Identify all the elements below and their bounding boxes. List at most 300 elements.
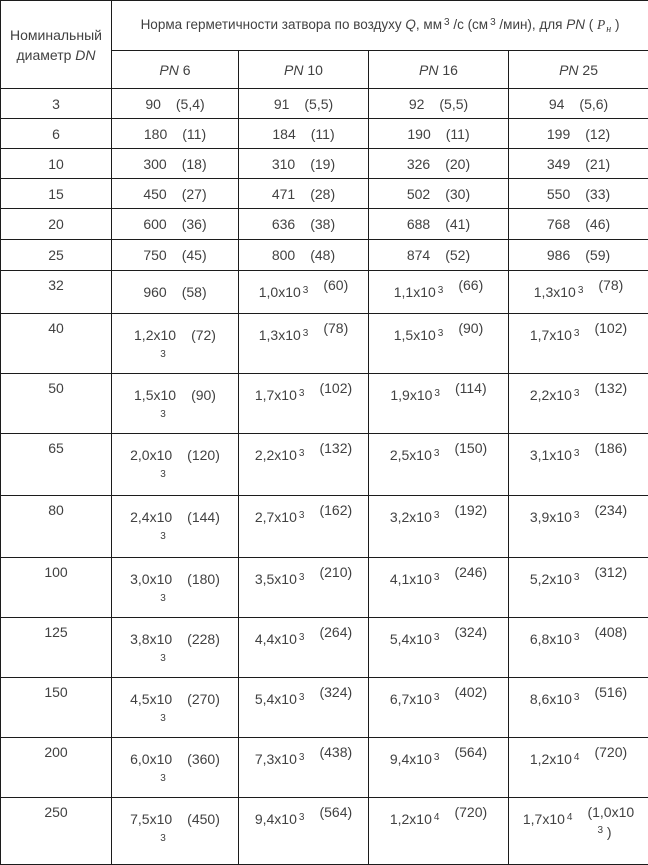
norm-cell [239, 738, 369, 798]
paren-value: (58) [182, 284, 207, 300]
paren-value: (11) [182, 126, 206, 142]
norm-cell [239, 374, 369, 434]
paren-value: (11) [446, 126, 470, 142]
dn-cell: 250 [1, 798, 112, 865]
table-row-dn-32 [1, 271, 648, 314]
cell-value: 5,2x10 $^3$ [530, 571, 580, 587]
cell-content [112, 216, 238, 232]
cell-value: 1,0x10 $^3$ [259, 284, 309, 300]
cell-content [112, 447, 238, 481]
superscript: 3 [303, 328, 309, 339]
paren-value: (11) [311, 126, 335, 142]
cell-value: 1,2x10 [134, 327, 176, 343]
text-segment: Норма герметичности затвора по воздуху [141, 17, 406, 32]
cell-content [509, 447, 648, 463]
dn-cell: 80 [1, 496, 112, 558]
cell-content [112, 387, 238, 421]
cell-value: 190 [407, 126, 430, 142]
wrapped-superscript: 3 [112, 653, 227, 665]
cell-content [509, 284, 648, 300]
main-header-leakage-norm [112, 1, 648, 51]
table-row-dn-20 [1, 209, 648, 240]
paren-value: (162) [319, 502, 352, 518]
cell-content [112, 186, 238, 202]
pn-column-header [369, 51, 509, 89]
paren-value: (60) [323, 277, 348, 293]
cell-content [112, 126, 238, 142]
norm-cell [239, 209, 369, 240]
paren-value: (20) [445, 156, 470, 172]
cell-line1 [112, 691, 238, 707]
cell-value: 2,0x10 [130, 447, 172, 463]
cell-content [239, 447, 368, 463]
cell-content [369, 631, 508, 647]
norm-cell [112, 678, 239, 738]
paren-value: (78) [598, 277, 623, 293]
superscript: 3 [438, 328, 444, 339]
table-row-dn-150 [1, 678, 648, 738]
paren-value: (408) [594, 624, 627, 640]
norm-cell [112, 149, 239, 179]
superscript: 3 [444, 17, 450, 28]
wrapped-superscript: 3 [112, 773, 227, 785]
superscript: 3 [574, 388, 580, 399]
corner-header-text [1, 25, 111, 65]
norm-cell [112, 271, 239, 314]
table-row-dn-50 [1, 374, 648, 434]
table-row-dn-100 [1, 558, 648, 618]
norm-cell [509, 434, 648, 496]
norm-cell [509, 240, 648, 271]
dn-cell: 65 [1, 434, 112, 496]
text-segment: PN [559, 62, 578, 78]
cell-content [239, 186, 368, 202]
norm-cell [239, 271, 369, 314]
cell-value: 4,4x10 $^3$ [255, 631, 305, 647]
cell-content [509, 186, 648, 202]
superscript: 3 [299, 632, 305, 643]
text-segment: P [597, 17, 605, 32]
cell-value: 6,0x10 [130, 751, 172, 767]
cell-value: 3,2x10 $^3$ [390, 509, 440, 525]
cell-content [112, 509, 238, 543]
superscript: 3 [299, 812, 305, 823]
paren-value: (210) [319, 564, 352, 580]
table-row-dn-3 [1, 89, 648, 119]
text-segment: 6 [179, 62, 191, 78]
norm-cell [509, 149, 648, 179]
paren-value: (52) [445, 247, 470, 263]
norm-cell [509, 89, 648, 119]
cell-value: 1,9x10 $^3$ [390, 387, 440, 403]
cell-value: 550 [547, 186, 570, 202]
cell-content [369, 247, 508, 263]
norm-cell [509, 618, 648, 678]
text-segment: /с (см [450, 17, 489, 32]
cell-value: 688 [407, 216, 430, 232]
cell-value: 6,7x10 $^3$ [390, 691, 440, 707]
cell-content [239, 126, 368, 142]
norm-cell [112, 374, 239, 434]
text-segment: /мин), для [496, 17, 567, 32]
paren-value: (72) [191, 327, 216, 343]
superscript: 3 [303, 285, 309, 296]
superscript: 3 [574, 448, 580, 459]
cell-value: 9,4x10 $^3$ [255, 811, 305, 827]
paren-value: (5,4) [176, 96, 205, 112]
paren-value: (102) [594, 320, 627, 336]
superscript: 3 [574, 572, 580, 583]
paren-value: (720) [594, 744, 627, 760]
table-row-dn-200 [1, 738, 648, 798]
superscript: 3 [299, 752, 305, 763]
cell-content [112, 751, 238, 785]
cell-content [239, 387, 368, 403]
norm-cell [239, 149, 369, 179]
table-row-dn-40 [1, 314, 648, 374]
paren-value: (30) [445, 186, 470, 202]
paren-value: (45) [182, 247, 207, 263]
paren-value: (5,6) [579, 96, 608, 112]
cell-value: 2,5x10 $^3$ [390, 447, 440, 463]
paren-value: (28) [310, 186, 335, 202]
paren-value: (78) [323, 320, 348, 336]
cell-value: 94 [549, 96, 565, 112]
norm-cell [369, 179, 509, 209]
table-row-dn-25 [1, 240, 648, 271]
cell-value: 2,4x10 [130, 509, 172, 525]
norm-cell [369, 149, 509, 179]
cell-content [509, 691, 648, 707]
paren-value: (21) [585, 156, 610, 172]
cell-value: 326 [407, 156, 430, 172]
cell-content [112, 96, 238, 112]
norm-cell [239, 119, 369, 149]
cell-value: 180 [144, 126, 167, 142]
cell-value: 3,1x10 $^3$ [530, 447, 580, 463]
paren-value: (516) [594, 684, 627, 700]
cell-value: 91 [274, 96, 290, 112]
paren-line1: (1,0x10 [587, 804, 634, 820]
cell-content [509, 216, 648, 232]
paren-value: (564) [319, 804, 352, 820]
cell-content [112, 571, 238, 605]
cell-value: 450 [143, 186, 166, 202]
cell-content [369, 691, 508, 707]
cell-value: 199 [547, 126, 570, 142]
superscript: 3 [299, 448, 305, 459]
cell-value: 4,5x10 [130, 691, 172, 707]
cell-content [369, 387, 508, 403]
cell-value: 3,5x10 $^3$ [255, 571, 305, 587]
cell-value: 8,6x10 $^3$ [530, 691, 580, 707]
norm-cell [509, 179, 648, 209]
paren-value: (324) [454, 624, 487, 640]
corner-header-nominal-diameter [1, 1, 112, 89]
norm-cell [369, 434, 509, 496]
paren-value: (5,5) [439, 96, 468, 112]
paren-value: (90) [458, 320, 483, 336]
cell-value: 4,1x10 $^3$ [390, 571, 440, 587]
wrapped-superscript: 3 [112, 593, 227, 605]
cell-content [239, 327, 368, 343]
header-row-main [1, 1, 648, 51]
norm-cell [369, 89, 509, 119]
pn-column-header [509, 51, 648, 89]
paren-value: (246) [454, 564, 487, 580]
paren-value: (438) [319, 744, 352, 760]
norm-cell [239, 240, 369, 271]
superscript: 3 [434, 388, 440, 399]
text-segment: Q [405, 17, 416, 32]
norm-cell [112, 618, 239, 678]
dn-cell: 150 [1, 678, 112, 738]
norm-cell [369, 209, 509, 240]
paren-value: (150) [454, 440, 487, 456]
table-row-dn-125 [1, 618, 648, 678]
cell-value: 300 [143, 156, 166, 172]
cell-value: 90 [145, 96, 161, 112]
cell-value: 5,4x10 $^3$ [255, 691, 305, 707]
paren-value: (46) [585, 216, 610, 232]
paren-value: (33) [585, 186, 610, 202]
dn-cell: 20 [1, 209, 112, 240]
norm-cell [239, 89, 369, 119]
wrapped-superscript: 3 [112, 531, 227, 543]
superscript: 3 [434, 632, 440, 643]
paren-value: (48) [310, 247, 335, 263]
paren-value: (41) [445, 216, 470, 232]
norm-cell [239, 314, 369, 374]
cell-content [509, 811, 648, 846]
dn-cell: 3 [1, 89, 112, 119]
cell-value: 7,3x10 $^3$ [255, 751, 305, 767]
text-segment: ) [611, 17, 619, 32]
cell-value: 1,2x10 $^4$ [390, 811, 440, 827]
table-row-dn-250 [1, 798, 648, 865]
cell-value: 750 [143, 247, 166, 263]
cell-value: 502 [407, 186, 430, 202]
norm-cell [239, 618, 369, 678]
cell-value: 636 [272, 216, 295, 232]
cell-value: 1,7x10 $^3$ [530, 327, 580, 343]
norm-cell [369, 496, 509, 558]
cell-value: 960 [143, 284, 166, 300]
superscript: 3 [434, 752, 440, 763]
cell-content [509, 751, 648, 767]
text-segment: 10 [303, 62, 322, 78]
superscript: 3 [299, 692, 305, 703]
paren-value: (402) [454, 684, 487, 700]
dn-cell: 10 [1, 149, 112, 179]
cell-content [239, 509, 368, 525]
norm-cell [239, 678, 369, 738]
paren-value: (114) [455, 380, 487, 396]
dn-cell: 40 [1, 314, 112, 374]
cell-line1 [112, 509, 238, 525]
norm-cell [112, 89, 239, 119]
cell-value: 600 [143, 216, 166, 232]
norm-cell [112, 119, 239, 149]
cell-value: 874 [407, 247, 430, 263]
paren-value: (36) [182, 216, 207, 232]
cell-line1 [112, 631, 238, 647]
cell-value: 9,4x10 $^3$ [390, 751, 440, 767]
cell-line1 [112, 751, 238, 767]
wrapped-superscript: 3 [112, 713, 227, 725]
text-segment: PN [419, 62, 438, 78]
cell-value: 184 [272, 126, 295, 142]
corner-header-line [1, 25, 111, 45]
cell-value: 1,7x10 $^4$ [523, 811, 573, 827]
paren-value: (360) [187, 751, 220, 767]
cell-content [509, 327, 648, 343]
norm-cell [369, 374, 509, 434]
text-segment: , мм [416, 17, 442, 32]
text-segment: DN [75, 47, 95, 63]
norm-cell [239, 798, 369, 865]
cell-content [369, 571, 508, 587]
norm-cell [509, 798, 648, 865]
paren-value: (192) [454, 502, 487, 518]
cell-content [509, 126, 648, 142]
cell-content [112, 156, 238, 172]
norm-cell [112, 798, 239, 865]
cell-value: 2,2x10 $^3$ [255, 447, 305, 463]
cell-value: 6,8x10 $^3$ [530, 631, 580, 647]
cell-content [369, 284, 508, 300]
table-row-dn-15 [1, 179, 648, 209]
superscript: 3 [574, 510, 580, 521]
pn-column-header [239, 51, 369, 89]
cell-content [239, 691, 368, 707]
cell-value: 800 [272, 247, 295, 263]
dn-cell: 6 [1, 119, 112, 149]
norm-cell [112, 558, 239, 618]
superscript: 3 [574, 632, 580, 643]
norm-cell [509, 496, 648, 558]
paren-value: (264) [319, 624, 352, 640]
cell-content [509, 387, 648, 403]
cell-content [239, 571, 368, 587]
superscript: 3 [299, 388, 305, 399]
paren-value: (186) [594, 440, 627, 456]
text-segment: диаметр [16, 47, 75, 63]
cell-line1 [112, 387, 238, 403]
cell-content [509, 247, 648, 263]
cell-value: 3,0x10 [130, 571, 172, 587]
cell-content [112, 327, 238, 361]
cell-content [369, 751, 508, 767]
wrapped-superscript: 3 [112, 409, 227, 421]
superscript: 4 [434, 812, 440, 823]
cell-content [509, 631, 648, 647]
cell-content [112, 691, 238, 725]
norm-cell [112, 240, 239, 271]
cell-content [239, 216, 368, 232]
cell-value: 1,2x10 $^4$ [530, 751, 580, 767]
cell-value: 3,8x10 [130, 631, 172, 647]
cell-content [509, 509, 648, 525]
cell-content [239, 156, 368, 172]
text-segment: 16 [438, 62, 457, 78]
norm-cell [112, 209, 239, 240]
wrapped-superscript: 3 [597, 825, 603, 836]
paren-value: (180) [187, 571, 220, 587]
text-segment: PN [566, 17, 585, 32]
cell-value: 2,2x10 $^3$ [530, 387, 580, 403]
cell-content [239, 284, 368, 300]
dn-cell: 200 [1, 738, 112, 798]
text-segment: 25 [579, 62, 598, 78]
cell-value: 1,3x10 $^3$ [534, 284, 584, 300]
norm-cell [239, 179, 369, 209]
norm-cell [509, 678, 648, 738]
paren-value: (324) [319, 684, 352, 700]
cell-content [239, 96, 368, 112]
cell-value: 310 [272, 156, 295, 172]
dn-cell: 100 [1, 558, 112, 618]
table-row-dn-10 [1, 149, 648, 179]
main-header-text [112, 17, 648, 35]
norm-cell [369, 314, 509, 374]
paren-value: (450) [187, 811, 220, 827]
superscript: 4 [574, 752, 580, 763]
norm-cell [509, 209, 648, 240]
norm-cell [509, 119, 648, 149]
paren-line2: $^3$ ) [587, 825, 634, 839]
norm-cell [509, 314, 648, 374]
superscript: 4 [567, 812, 573, 823]
wrapped-superscript: 3 [112, 833, 227, 845]
norm-cell [369, 240, 509, 271]
cell-line1 [112, 447, 238, 463]
superscript: 3 [574, 328, 580, 339]
norm-cell [369, 558, 509, 618]
cell-content [369, 811, 508, 827]
paren-value: (312) [594, 564, 627, 580]
cell-content [369, 327, 508, 343]
paren-value: (234) [594, 502, 627, 518]
paren-value: (102) [319, 380, 352, 396]
dn-cell: 125 [1, 618, 112, 678]
cell-value: 1,5x10 $^3$ [394, 327, 444, 343]
cell-line1 [112, 571, 238, 587]
cell-value: 986 [547, 247, 570, 263]
paren-value: (132) [319, 440, 352, 456]
text-segment: PN [159, 62, 178, 78]
text-segment: ( [585, 17, 597, 32]
cell-content [509, 96, 648, 112]
cell-content [239, 751, 368, 767]
norm-cell [112, 434, 239, 496]
superscript: 3 [299, 572, 305, 583]
cell-value: 5,4x10 $^3$ [390, 631, 440, 647]
dn-cell: 15 [1, 179, 112, 209]
cell-content [509, 571, 648, 587]
cell-content [369, 216, 508, 232]
cell-line1 [112, 811, 238, 827]
cell-value: 349 [547, 156, 570, 172]
paren-value: (228) [187, 631, 220, 647]
superscript: 3 [438, 285, 444, 296]
cell-content [369, 126, 508, 142]
paren-value [587, 804, 634, 839]
cell-content [369, 509, 508, 525]
norm-cell [369, 618, 509, 678]
cell-content [112, 284, 238, 300]
table-row-dn-6 [1, 119, 648, 149]
